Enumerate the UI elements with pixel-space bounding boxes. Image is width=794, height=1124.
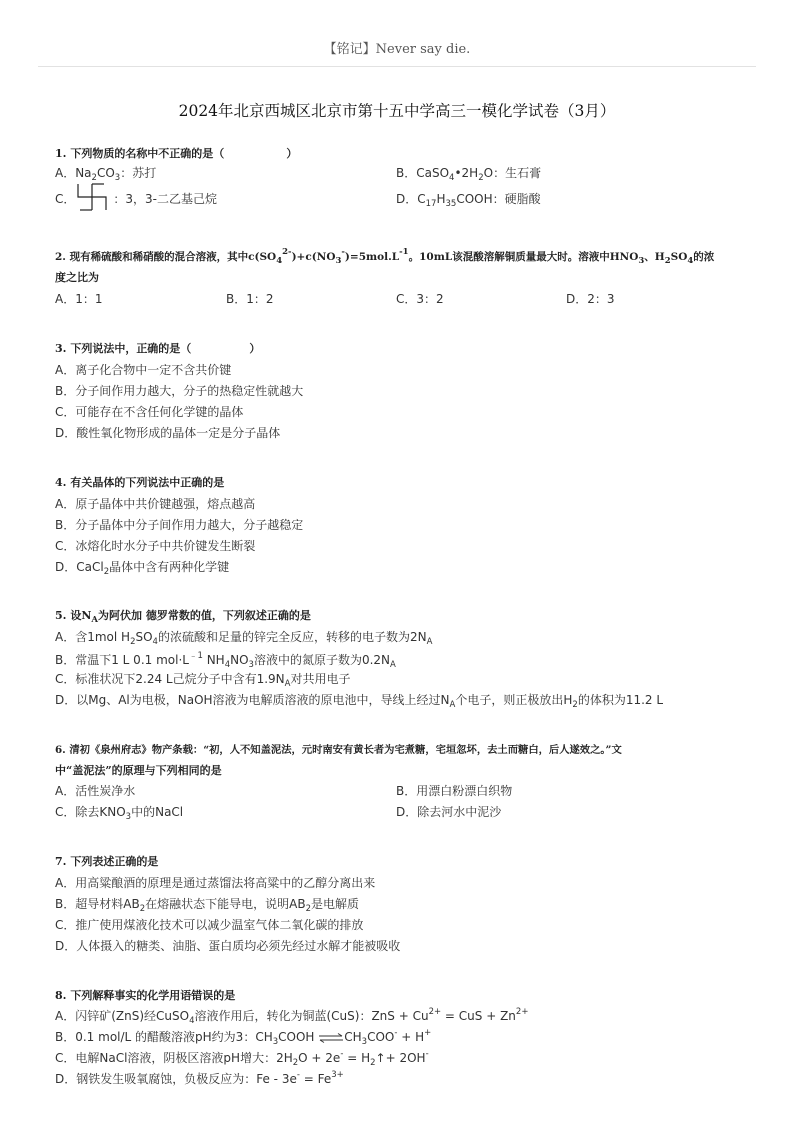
question-1-option-d: D．$C_{17}H_{35}COOH$：硬脂酸 <box>396 192 541 209</box>
question-4-option-d: D．CaCl$_2$晶体中含有两种化学键 <box>55 560 230 577</box>
question-1-option-b: B．$CaSO_4•2H_2O$：生石膏 <box>396 166 542 183</box>
question-6-option-a: A．活性炭净水 <box>55 784 136 798</box>
skeletal-structure-image <box>74 182 110 212</box>
question-4-option-b: B．分子晶体中分子间作用力越大，分子越稳定 <box>55 518 304 532</box>
question-5-stem: 5. 设$N_A$为阿伏加 德罗常数的值，下列叙述正确的是 <box>55 609 311 625</box>
question-7-option-d: D．人体摄入的糖类、油脂、蛋白质均必须先经过水解才能被吸收 <box>55 939 401 953</box>
question-8-stem: 8. 下列解释事实的化学用语错误的是 <box>55 989 236 1002</box>
question-2-option-c: C．3：2 <box>396 292 444 306</box>
question-7-option-c: C．推广使用煤液化技术可以减少温室气体二氧化碳的排放 <box>55 918 364 932</box>
question-2-stem-line-2: 度之比为 <box>55 271 99 284</box>
header-divider <box>38 66 756 67</box>
question-1-stem: 1. 下列物质的名称中不正确的是（ ） <box>55 147 298 160</box>
question-3-option-c: C．可能存在不含任何化学键的晶体 <box>55 405 244 419</box>
question-2-stem-line-1: 2. 现有稀硫酸和稀硝酸的混合溶液，其中$c(SO_4^{2-})+c(NO_3^-)=5mol.L^{-1}$。10mL该混酸溶解铜质量最大时。溶液中$HNO_3$、$H_2SO_4$的浓 <box>55 247 715 266</box>
question-2-option-d: D．2：3 <box>566 292 615 306</box>
question-4-option-c: C．冰熔化时水分子中共价键发生断裂 <box>55 539 256 553</box>
question-6-option-d: D．除去河水中泥沙 <box>396 805 502 819</box>
question-6-option-c: C．除去$KNO_3$中的NaCl <box>55 805 184 822</box>
question-3-option-a: A．离子化合物中一定不含共价键 <box>55 363 232 377</box>
question-3-stem: 3. 下列说法中，正确的是（ ） <box>55 342 261 355</box>
question-4-stem: 4. 有关晶体的下列说法中正确的是 <box>55 476 225 489</box>
question-3-option-d: D．酸性氧化物形成的晶体一定是分子晶体 <box>55 426 281 440</box>
question-2-option-a: A．1：1 <box>55 292 103 306</box>
question-6-stem-line-1: 6. 清初《泉州府志》物产条载：“初，人不知盖泥法，元时南安有黄长者为宅煮糖，宅垣忽坏，去土而糖白，后人遂效之。”文 <box>55 744 622 756</box>
question-5-option-b: B．常温下1 L 0.1 $mol\cdot L^{﹣1}$ $NH_4NO_3$溶液中的氮原子数为$0.2N_A$ <box>55 651 396 670</box>
question-5-option-a: A．含1mol $H_2SO_4$的浓硫酸和足量的锌完全反应，转移的电子数为$2N_A$ <box>55 630 433 647</box>
document-title: 2024年北京西城区北京市第十五中学高三一模化学试卷（3月） <box>178 102 616 120</box>
page-header: 【铭记】Never say die. <box>323 42 471 57</box>
question-1-option-a: A．$Na_2CO_3$：苏打 <box>55 166 157 183</box>
question-2-option-b: B．1：2 <box>226 292 274 306</box>
question-7-stem: 7. 下列表述正确的是 <box>55 855 159 868</box>
question-5-option-d: D．以Mg、Al为电极，NaOH溶液为电解质溶液的原电池中，导线上经过$N_A$个电子，则正极放出$H_2$的体积为11.2 L <box>55 693 664 710</box>
question-8-option-b: B．0.1 mol/L 的醋酸溶液pH约为3：$CH_3COOH$ $CH_3COO^- + H^+$ <box>55 1028 432 1047</box>
question-6-option-b: B．用漂白粉漂白织物 <box>396 784 513 798</box>
question-3-option-b: B．分子间作用力越大，分子的热稳定性就越大 <box>55 384 304 398</box>
question-4-option-a: A．原子晶体中共价键越强，熔点越高 <box>55 497 256 511</box>
question-8-option-a: A．闪锌矿(ZnS)经CuSO$_4$溶液作用后，转化为铜蓝(CuS)：ZnS + $Cu^{2+}$ = CuS + $Zn^{2+}$ <box>55 1007 529 1026</box>
question-5-option-c: C．标准状况下2.24 L己烷分子中含有$1.9N_A$对共用电子 <box>55 672 351 689</box>
question-7-option-b: B．超导材料$AB_2$在熔融状态下能导电，说明$AB_2$是电解质 <box>55 897 359 914</box>
question-8-option-c: C．电解NaCl溶液，阴极区溶液pH增大：$2H_2O + 2e^-$ = $H_2↑+ 2OH^-$ <box>55 1049 429 1068</box>
question-1-option-c: C． ：3，3-二乙基己烷 <box>55 192 217 206</box>
question-6-stem-line-2: 中“盖泥法”的原理与下列相同的是 <box>55 764 222 777</box>
question-8-option-d: D．钢铁发生吸氧腐蚀，负极反应为：$Fe - 3e^- = Fe^{3+}$ <box>55 1070 344 1086</box>
equilibrium-arrow-icon <box>318 1033 344 1043</box>
question-7-option-a: A．用高粱酿酒的原理是通过蒸馏法将高粱中的乙醇分离出来 <box>55 876 376 890</box>
